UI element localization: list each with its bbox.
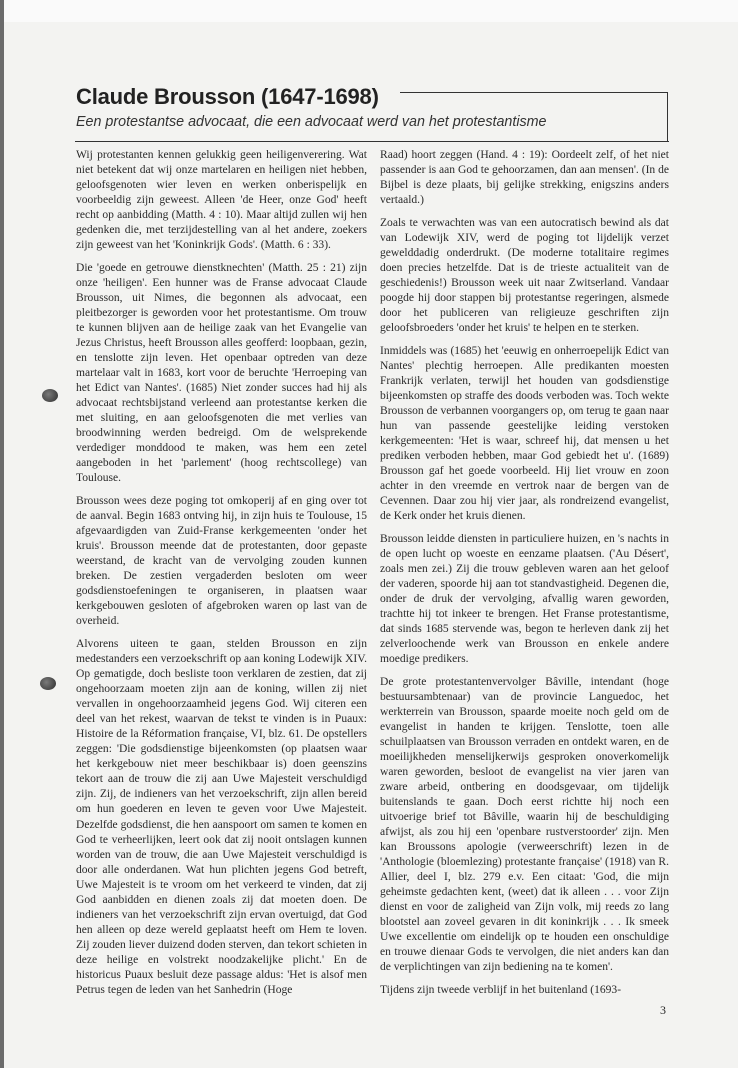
paragraph: Zoals te verwachten was van een autocratisch bewind als dat van Lodewijk XIV, werd de poging tot lijdelijk verzet gewelddadig onderdrukt. (De moderne totalitaire regimes doen precies hetzelfde. Dat is de trieste actualiteit van de geschiedenis!) Brousson week uit naar Zwitserland. Vandaar poogde hij door stappen bij protestantse regeringen, alsmede door het publiceren van religieuze geschriften zijn geloofsbroeders 'onder het kruis' te helpen en te sterken. xyxy=(380,216,669,335)
paragraph: Inmiddels was (1685) het 'eeuwig en onherroepelijk Edict van Nantes' plechtig herroepen. Alle predikanten moesten Frankrijk verlaten, terwijl het houden van godsdienstige bijeenkomsten op straffe des doods verboden was. Toch wekte Brousson de verbannen voorgangers op, om terug te gaan naar hun van passende geestelijke leiding verstoken kerkgemeenten: 'Het is waar, schreef hij, dat mensen u het prediken verboden hebben, maar God gebiedt het u'. (1689) Brousson gaf het goede voorbeeld. Hij liet vrouw en zoon achter in den vreemde en vertrok naar de bergen van de Cevennen. Daar zou hij vier jaar, als rondreizend evangelist, de Kerk onder het kruis dienen. xyxy=(380,344,669,523)
paragraph: De grote protestantenvervolger Bâville, intendant (hoge bestuursambtenaar) van de provincie Languedoc, het werkterrein van Brousson, spaarde moeite noch geld om de evangelist in handen te krijgen. Tenslotte, toen alle schuilplaatsen van Brousson verraden en ontdekt waren, en de moeilijkheden menselijkerwijs gesproken onoverkomelijk waren geworden, besloot de evangelist na vier jaren van zware arbeid, ontbering en doodsgevaar, om tijdelijk buitenslands te gaan. Doch eerst richtte hij noch een uitvoerige brief tot Bâville, waarin hij de beschuldiging afwijst, als zou hij een 'openbare rustverstoorder' zijn. Men kan Broussons apologie (verweerschrift) lezen in de 'Anthologie (bloemlezing) protestante française' (1918) van R. Allier, deel I, blz. 279 e.v. Een citaat: 'God, die mijn geheimste gedachten kent, (weet) dat ik alleen . . . voor Zijn dienst en voor de zaligheid van Zijn volk, mij reeds zo lang blootstel aan zoveel gevaren in dit koninkrijk . . . Ik smeek Uwe excellentie om eindelijk op te houden een onschuldige en trouwe dienaar Gods te vervolgen, die niet anders kan dan de verplichtingen van zijn bediening na te komen'. xyxy=(380,675,669,974)
paragraph: Tijdens zijn tweede verblijf in het buitenland (1693- xyxy=(380,983,622,996)
header-rule-bottom xyxy=(75,141,669,142)
paragraph: Alvorens uiteen te gaan, stelden Brousson en zijn medestanders een verzoekschrift op aan koning Lodewijk XIV. Op gematigde, doch besliste toon verklaren de zestien, dat zij ongehoorzaam moeten zijn aan de koning, willen zij niet vervallen in ongehoorzaamheid jegens God. Wij citeren een deel van het rekest, waarvan de tekst te vinden is in Puaux: Histoire de la Réformation française, VI, blz. 61. De opstellers zeggen: 'Die godsdienstige bijeenkomsten (op plaatsen waar het kerkgebouw niet meer beschikbaar is) doen geenszins tekort aan de trouw die zij aan Uwe Majesteit verschuldigd zijn. Zij, de indieners van het verzoekschrift, zijn allen bereid om hun goederen en leven te geven voor Uwe Majesteit. Dezelfde godsdienst, die hen aanspoort om samen te komen en God te verheerlijken, leert ook dat zij nooit ontslagen kunnen worden van de trouw, die aan Uwe Majesteit verschuldigd is door alle onderdanen. Wat hun plichten jegens God betreft, Uwe Majesteit is te vroom om het verkeerd te vinden, dat zij God aanbidden en dienen zoals zij dat moeten doen. De indieners van het verzoekschrift zijn ervan overtuigd, dat God hen alleen op deze wereld geplaatst heeft om Hem te loven. Zij zouden liever duizend doden sterven, dan tekort schieten in deze heilige en volstrekt noodzakelijke plicht.' En de historicus Puaux besluit deze passage aldus: 'Het is alsof men Petrus tegen de leden van het Sanhedrin (Hoge xyxy=(76,637,367,997)
punch-hole-icon xyxy=(42,389,58,402)
page-number: 3 xyxy=(660,1003,666,1017)
header-rule-top xyxy=(400,92,668,93)
paragraph: Brousson leidde diensten in particuliere huizen, en 's nachts in de open lucht op woeste en eenzame plaatsen. ('Au Désert', zoals men zei.) Zij die trouw gebleven waren aan het geloof der vaderen, spoorde hij aan tot standvastigheid. Degenen die, onder de druk der vervolging, afvallig waren geworden, trachtte hij tot inkeer te brengen. Het Franse protestantisme, dat sinds 1685 stervende was, begon te herleven dank zij het zelverloochende werk van Brousson en enkele andere moedige predikers. xyxy=(380,532,669,665)
paragraph: Wij protestanten kennen gelukkig geen heiligenverering. Wat niet betekent dat wij onze martelaren en heiligen niet hebben, geloofsgenoten wier leven en werken onberispelijk en voorbeeldig zijn geweest. Alleen 'de Heer, onze God' heeft recht op aanbidding (Matth. 4 : 10). Maar altijd zullen wij hen gedenken die, met terzijdestelling van al het andere, zoekers zijn geweest van het 'Koninkrijk Gods'. (Matth. 6 : 33). xyxy=(76,149,367,252)
article-title: Claude Brousson (1647-1698) xyxy=(76,84,379,109)
paragraph: Die 'goede en getrouwe dienstknechten' (Matth. 25 : 21) zijn onze 'heiligen'. Een hunner was de Franse advocaat Claude Brousson, uit Nimes, die begonnen als advocaat, een pleitbezorger is geworden voor het protestantisme. Om trouw te kunnen blijven aan de heilige zaak van het Evangelie van Jezus Christus, heeft Brousson alles geofferd: loopbaan, gezin, en tenslotte zijn leven. Het openbaar optreden van deze martelaar valt in 1683, kort voor de beruchte 'Herroeping van het Edict van Nantes'. (1685) Niet zonder succes had hij als advocaat rechtsbijstand verleend aan protestantse kerken die met sluiting, en aan geloofsgenoten die met verlies van broodwinning werden bedreigd. Om de welsprekende verdediger monddood te maken, was hem een zetel aangeboden in het 'parlement' (hoog rechtscollege) van Toulouse. xyxy=(76,261,367,485)
punch-hole-icon xyxy=(40,677,56,690)
page-binding-edge xyxy=(0,0,4,1068)
paragraph: Raad) hoort zeggen (Hand. 4 : 19): Oordeelt zelf, of het niet passender is aan God te gehoorzamen, dan aan mensen'. (In de Bijbel is deze plaats, bij gelijke strekking, enigszins anders vertaald.) xyxy=(380,149,669,207)
header-rule-right xyxy=(667,92,668,142)
paragraph: Brousson wees deze poging tot omkoperij af en ging over tot de aanval. Begin 1683 ontving hij, in zijn huis te Toulouse, 15 afgevaardigden van Zuid-Franse kerkgemeenten 'onder het kruis'. Brousson meende dat de protestanten, door gepaste weerstand, de kracht van de vervolging zouden kunnen breken. De zestien vergaderden besloten om weer godsdienstoefeningen te organiseren, in plaatsen waar kerkgebouwen gesloten of afgebroken waren op last van de overheid. xyxy=(76,495,367,628)
left-column xyxy=(76,148,367,1006)
right-column xyxy=(380,148,669,1006)
page-top-margin xyxy=(0,0,738,22)
article-subtitle: Een protestantse advocaat, die een advocaat werd van het protestantisme xyxy=(76,114,547,130)
